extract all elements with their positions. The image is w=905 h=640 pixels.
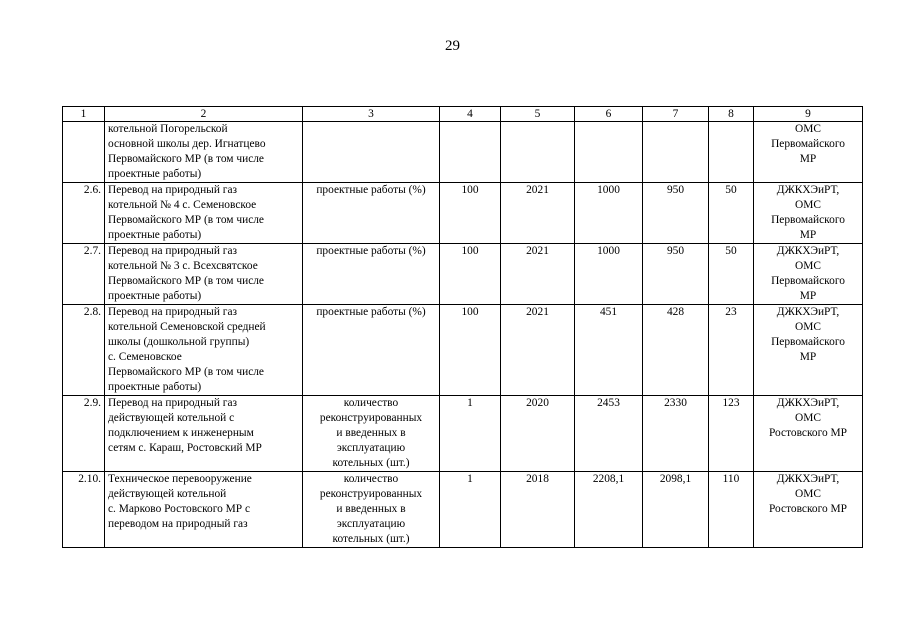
indicator: проектные работы (%) <box>303 183 440 244</box>
item-number <box>63 122 105 183</box>
value-col8: 123 <box>709 396 754 472</box>
indicator: количество реконструированных и введенных в эксплуатацию котельных (шт.) <box>303 396 440 472</box>
value-col7: 950 <box>643 183 709 244</box>
value-col4: 1 <box>440 396 501 472</box>
executor: ОМС Первомайского МР <box>754 122 863 183</box>
value-col6: 1000 <box>575 244 643 305</box>
executor: ДЖКХЭиРТ, ОМС Первомайского МР <box>754 183 863 244</box>
table-header-row <box>63 107 863 122</box>
value-col6 <box>575 122 643 183</box>
value-col8 <box>709 122 754 183</box>
table-row <box>63 396 863 472</box>
table-row <box>63 472 863 548</box>
table-row <box>63 305 863 396</box>
value-col7: 428 <box>643 305 709 396</box>
value-col5: 2021 <box>501 244 575 305</box>
value-col8: 50 <box>709 244 754 305</box>
value-col4: 1 <box>440 472 501 548</box>
indicator: количество реконструированных и введенных в эксплуатацию котельных (шт.) <box>303 472 440 548</box>
indicator: проектные работы (%) <box>303 244 440 305</box>
header-cell: 8 <box>709 107 754 122</box>
value-col5: 2021 <box>501 183 575 244</box>
header-cell: 1 <box>63 107 105 122</box>
value-col4: 100 <box>440 244 501 305</box>
executor: ДЖКХЭиРТ, ОМС Первомайского МР <box>754 305 863 396</box>
header-cell: 4 <box>440 107 501 122</box>
measure-name: котельной Погорельской основной школы дер. Игнатцево Первомайского МР (в том числе проектные работы) <box>105 122 303 183</box>
program-table <box>62 106 863 548</box>
value-col8: 110 <box>709 472 754 548</box>
value-col7: 2330 <box>643 396 709 472</box>
table-row <box>63 122 863 183</box>
item-number: 2.8. <box>63 305 105 396</box>
table-row <box>63 244 863 305</box>
header-cell: 5 <box>501 107 575 122</box>
value-col6: 1000 <box>575 183 643 244</box>
header-cell: 3 <box>303 107 440 122</box>
value-col6: 2208,1 <box>575 472 643 548</box>
indicator <box>303 122 440 183</box>
table-row <box>63 183 863 244</box>
measure-name: Перевод на природный газ котельной № 3 с. Всехсвятское Первомайского МР (в том числе проектные работы) <box>105 244 303 305</box>
header-cell: 9 <box>754 107 863 122</box>
value-col5: 2020 <box>501 396 575 472</box>
executor: ДЖКХЭиРТ, ОМС Ростовского МР <box>754 472 863 548</box>
measure-name: Перевод на природный газ котельной № 4 с. Семеновское Первомайского МР (в том числе проектные работы) <box>105 183 303 244</box>
value-col4: 100 <box>440 183 501 244</box>
header-cell: 2 <box>105 107 303 122</box>
measure-name: Перевод на природный газ котельной Семеновской средней школы (дошкольной группы) с. Семеновское Первомайского МР (в том числе проектные работы) <box>105 305 303 396</box>
header-cell: 6 <box>575 107 643 122</box>
value-col5 <box>501 122 575 183</box>
executor: ДЖКХЭиРТ, ОМС Первомайского МР <box>754 244 863 305</box>
page-number: 29 <box>445 38 460 54</box>
value-col5: 2021 <box>501 305 575 396</box>
item-number: 2.10. <box>63 472 105 548</box>
value-col8: 23 <box>709 305 754 396</box>
value-col6: 2453 <box>575 396 643 472</box>
item-number: 2.7. <box>63 244 105 305</box>
value-col7 <box>643 122 709 183</box>
value-col8: 50 <box>709 183 754 244</box>
value-col7: 950 <box>643 244 709 305</box>
measure-name: Техническое перевооружение действующей котельной с. Марково Ростовского МР с переводом на природный газ <box>105 472 303 548</box>
value-col7: 2098,1 <box>643 472 709 548</box>
item-number: 2.6. <box>63 183 105 244</box>
indicator: проектные работы (%) <box>303 305 440 396</box>
value-col6: 451 <box>575 305 643 396</box>
item-number: 2.9. <box>63 396 105 472</box>
measure-name: Перевод на природный газ действующей котельной с подключением к инженерным сетям с. Караш, Ростовский МР <box>105 396 303 472</box>
executor: ДЖКХЭиРТ, ОМС Ростовского МР <box>754 396 863 472</box>
value-col4: 100 <box>440 305 501 396</box>
value-col4 <box>440 122 501 183</box>
value-col5: 2018 <box>501 472 575 548</box>
header-cell: 7 <box>643 107 709 122</box>
